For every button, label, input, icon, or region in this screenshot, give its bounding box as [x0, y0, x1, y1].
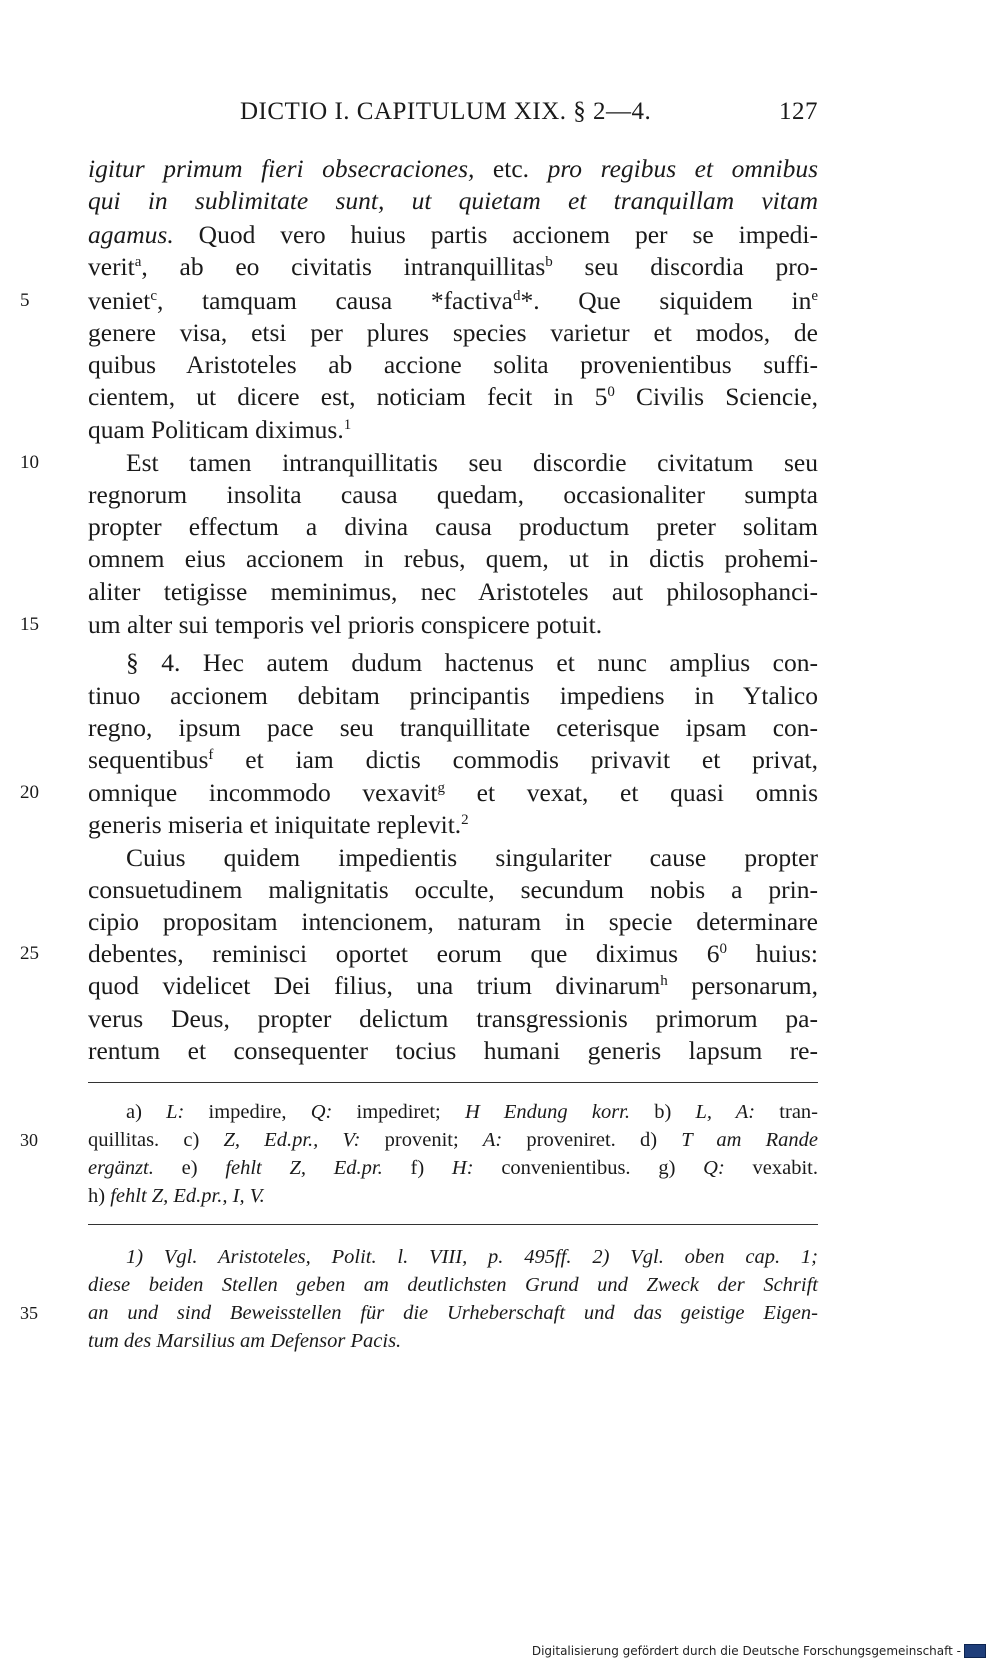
text-line: sequentibus$^f$ et iam dictis commodis privavit et privat,	[88, 745, 818, 774]
text-line: rentum et consequenter tocius humani generis lapsum re-	[88, 1036, 818, 1065]
text-line: consuetudinem malignitatis occulte, secundum nobis a prin-	[88, 875, 818, 904]
apparatus-line: quillitas. c) Z, Ed.pr., V: provenit; A: proveniret. d) T am Rande	[88, 1129, 819, 1151]
line-number: 25	[20, 943, 39, 964]
text-line: verit$^a$, ab eo civitatis intranquillitas$^b$ seu discordia pro-	[88, 252, 818, 281]
text-line: qui in sublimitate sunt, ut quietam et tranquillam vitam	[88, 186, 818, 215]
footnote-line: an und sind Beweisstellen für die Urheberschaft und das geistige Eigen-	[88, 1302, 818, 1324]
footnote-rule	[88, 1224, 818, 1225]
dfg-logo-icon	[964, 1644, 986, 1658]
page-number: 127	[779, 98, 818, 125]
text-line: § 4. Hec autem dudum hactenus et nunc amplius con-	[126, 648, 818, 677]
text-line: quod videlicet Dei filius, una trium divinarum$^h$ personarum,	[88, 971, 818, 1000]
text-line: verus Deus, propter delictum transgressionis primorum pa-	[88, 1004, 818, 1033]
apparatus-line: ergänzt. e) fehlt Z, Ed.pr. f) H: convenientibus. g) Q: vexabit.	[88, 1157, 818, 1179]
text-line: generis miseria et iniquitate replevit.$^2$	[88, 810, 469, 839]
text-line: agamus. Quod vero huius partis accionem per se impedi-	[88, 220, 818, 249]
line-number: 30	[20, 1130, 38, 1150]
footnote-line: tum des Marsilius am Defensor Pacis.	[88, 1330, 402, 1352]
text-line: aliter tetigisse meminimus, nec Aristoteles aut philosophanci-	[88, 577, 818, 606]
apparatus-rule	[88, 1082, 818, 1083]
running-head: DICTIO I. CAPITULUM XIX. § 2—4.	[240, 98, 652, 125]
text-line: quibus Aristoteles ab accione solita provenientibus suffi-	[88, 350, 818, 379]
text-line: veniet$^c$, tamquam causa *factiva$^d$*. Que siquidem $in^e$	[88, 286, 818, 315]
credit-text: Digitalisierung gefördert durch die Deutsche Forschungsgemeinschaft -	[531, 1644, 961, 1658]
text-line: debentes, reminisci oportet eorum que diximus $6^0$ huius:	[88, 939, 818, 968]
apparatus-line: a) L: impedire, Q: impediret; H Endung korr. b) L, A: tran-	[126, 1101, 818, 1123]
text-line: cientem, ut dicere est, noticiam fecit in $5^0$ Civilis Sciencie,	[88, 382, 818, 411]
line-number: 15	[20, 614, 39, 635]
text-line: omnem eius accionem in rebus, quem, ut in dictis prohemi-	[88, 544, 818, 573]
text-line: Cuius quidem impedientis singulariter cause propter	[126, 843, 818, 872]
footnote-line: diese beiden Stellen geben am deutlichsten Grund und Zweck der Schrift	[88, 1274, 818, 1296]
line-number: 20	[20, 782, 39, 803]
text-line: um alter sui temporis vel prioris conspicere potuit.	[88, 610, 603, 639]
text-line: tinuo accionem debitam principantis impediens in Ytalico	[88, 681, 818, 710]
page-header	[88, 98, 818, 132]
text-line: quam Politicam diximus.$^1$	[88, 415, 352, 444]
line-number: 10	[20, 452, 39, 473]
text-line: cipio propositam intencionem, naturam in specie determinare	[88, 907, 818, 936]
text-line: omnique incommodo vexavit$^g$ et vexat, et quasi omnis	[88, 778, 818, 807]
digitization-credit	[532, 1644, 986, 1658]
text-line: genere visa, etsi per plures species varietur et modos, de	[88, 318, 818, 347]
text-line: regnorum insolita causa quedam, occasionaliter sumpta	[88, 480, 818, 509]
text-line: regno, ipsum pace seu tranquillitate ceterisque ipsam con-	[88, 713, 818, 742]
line-number: 5	[20, 290, 30, 311]
text-line: Est tamen intranquillitatis seu discordie civitatum seu	[126, 448, 818, 477]
text-line: propter effectum a divina causa productum preter solitam	[88, 512, 818, 541]
footnote-line: 1) Vgl. Aristoteles, Polit. l. VIII, p. 495ff. 2) Vgl. oben cap. 1;	[126, 1246, 818, 1268]
apparatus-line: h) fehlt Z, Ed.pr., I, V.	[88, 1185, 265, 1207]
text-line: igitur primum fieri obsecraciones, etc. pro regibus et omnibus	[88, 154, 819, 183]
line-number: 35	[20, 1303, 38, 1323]
